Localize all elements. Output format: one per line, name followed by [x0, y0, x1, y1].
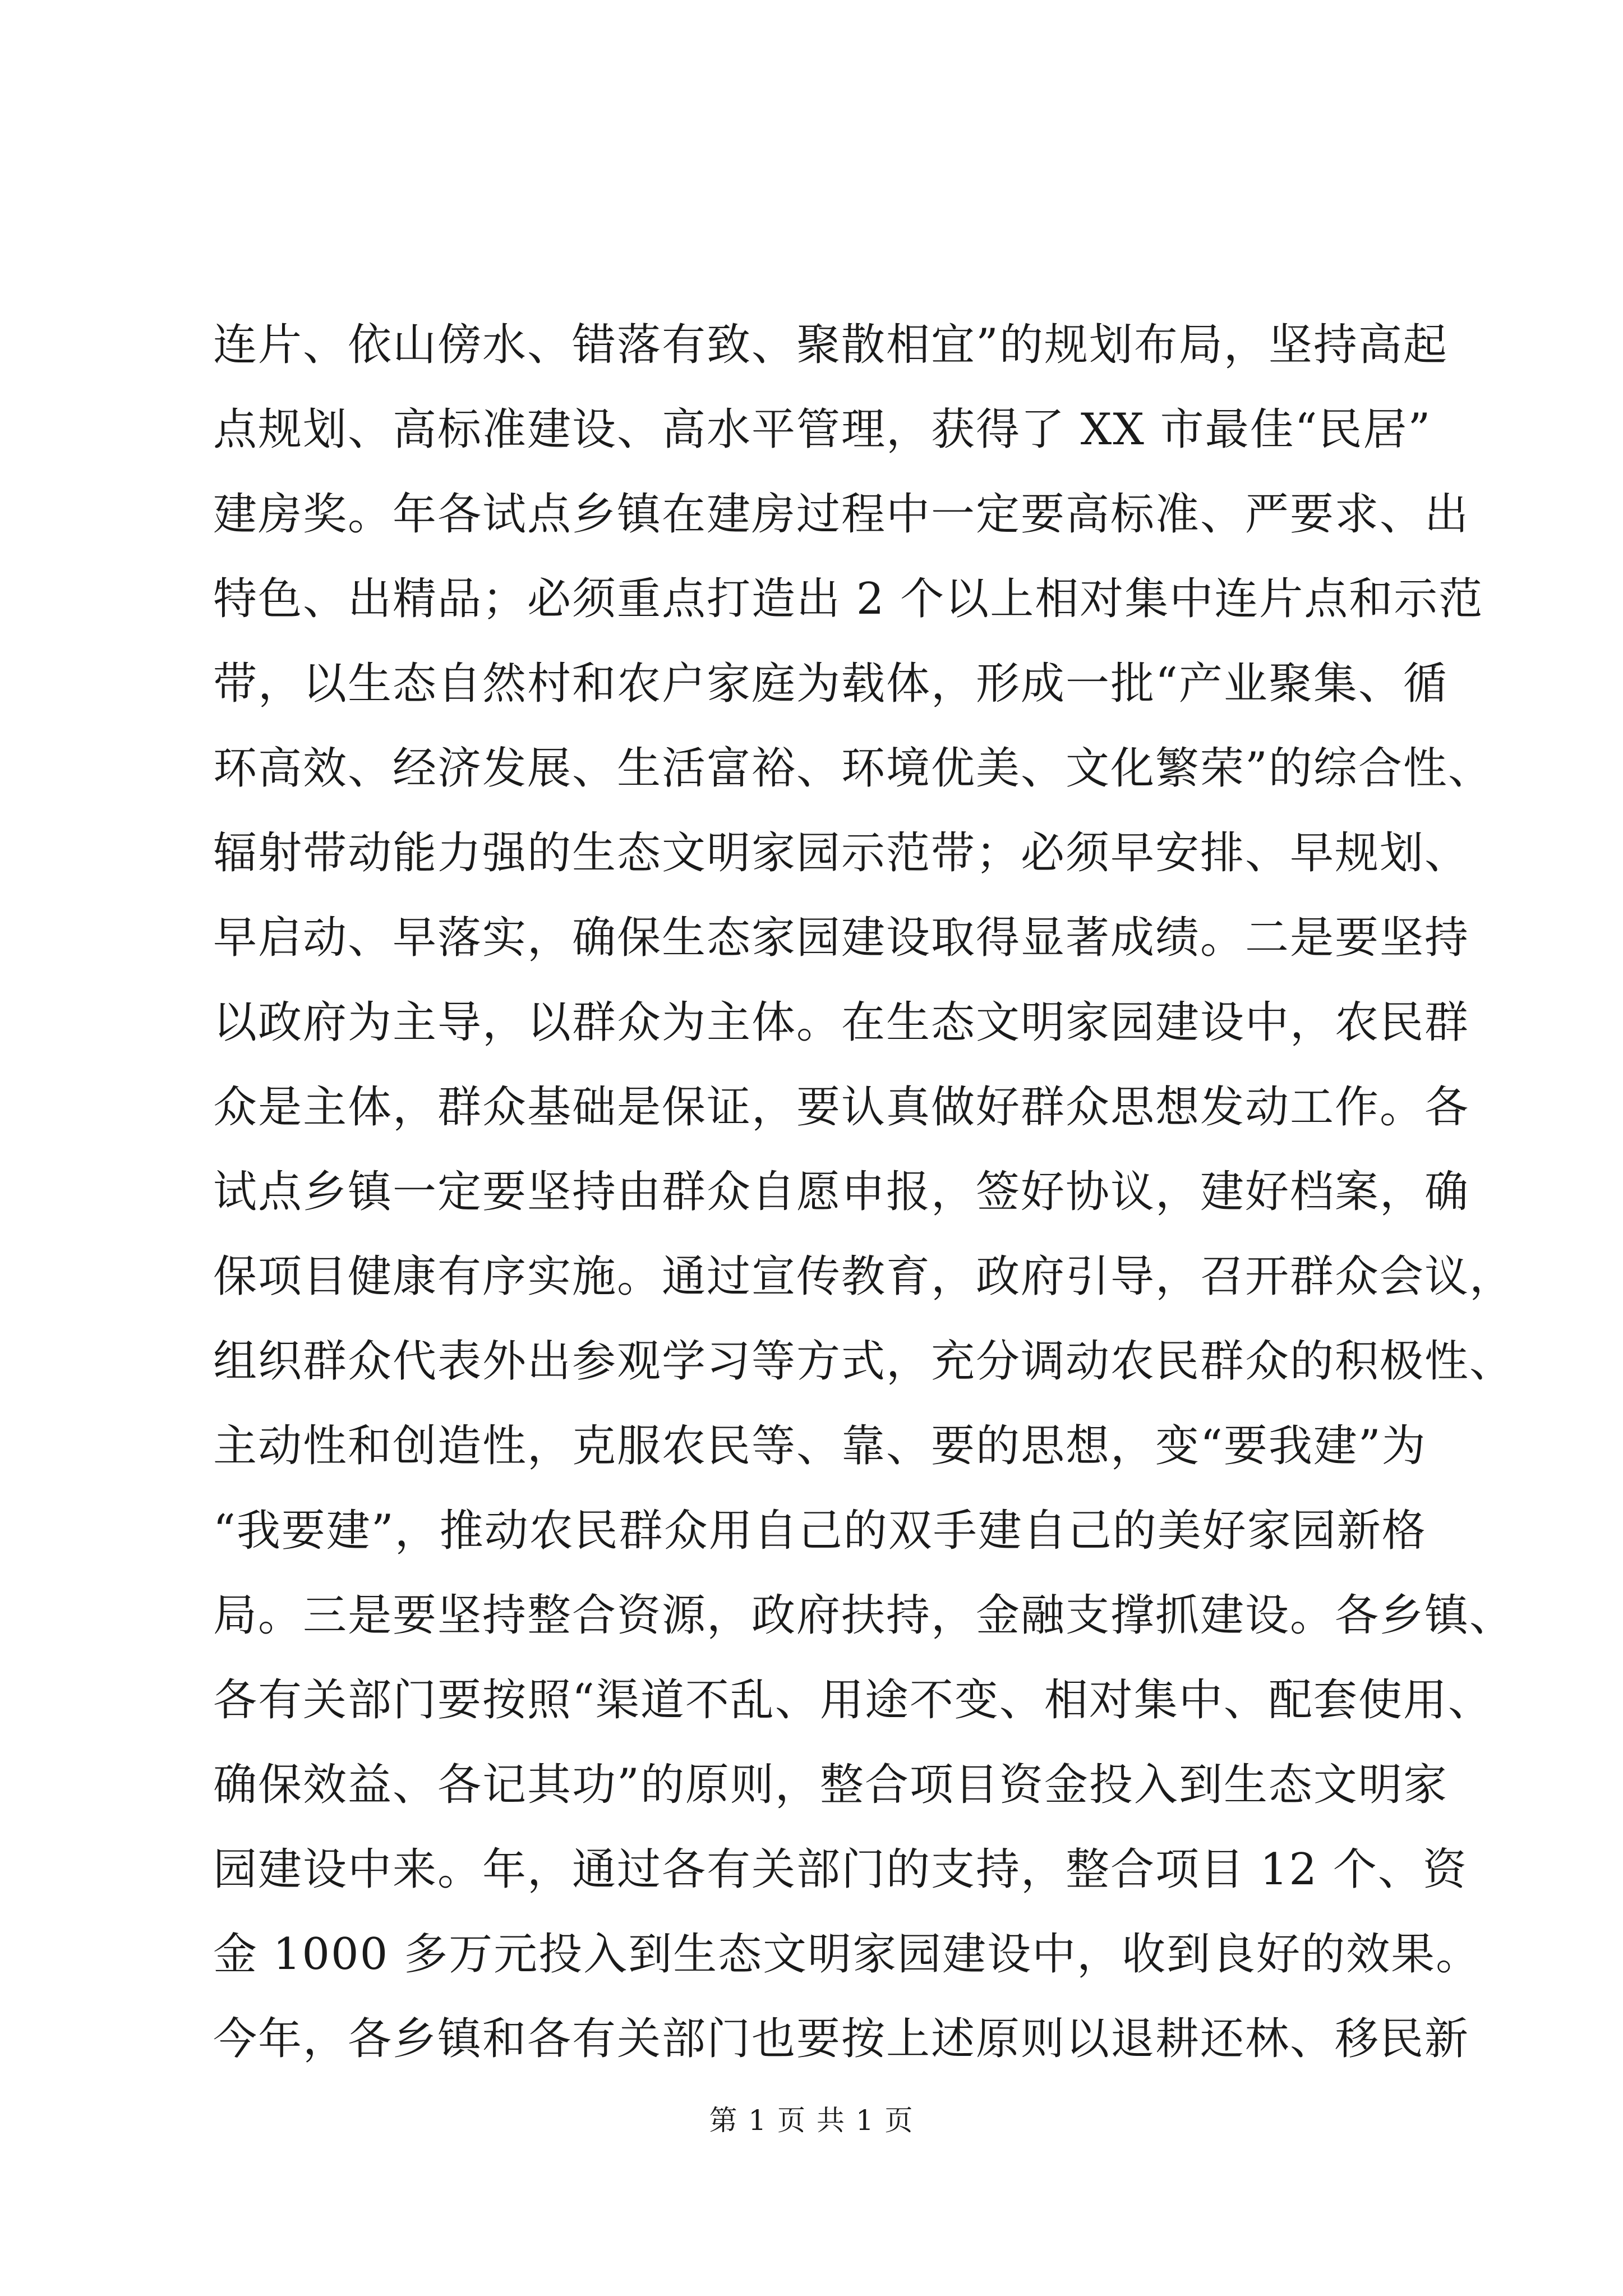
text-line: 各有关部门要按照“渠道不乱、用途不变、相对集中、配套使用、 [213, 1675, 1493, 1726]
body-text [213, 303, 1515, 2082]
text-line: 主动性和创造性，克服农民等、靠、要的思想，变“要我建”为 [213, 1421, 1427, 1471]
text-line: 带，以生态自然村和农户家庭为载体，形成一批“产业聚集、循 [213, 659, 1448, 709]
text-line: 点规划、高标准建设、高水平管理，获得了 XX 市最佳“民居” [213, 404, 1432, 455]
page-footer [0, 2098, 1623, 2143]
text-line: “我要建”，推动农民群众用自己的双手建自己的美好家园新格 [213, 1506, 1427, 1556]
text-line: 局。三是要坚持整合资源，政府扶持，金融支撑抓建设。各乡镇、 [213, 1590, 1515, 1641]
text-line: 确保效益、各记其功”的原则，整合项目资金投入到生态文明家 [213, 1760, 1448, 1810]
text-line: 众是主体，群众基础是保证，要认真做好群众思想发动工作。各 [213, 1082, 1470, 1133]
text-line: 辐射带动能力强的生态文明家园示范带；必须早安排、早规划、 [213, 828, 1470, 878]
page-number-label: 第 1 页 共 1 页 [709, 2104, 914, 2137]
text-line: 试点乡镇一定要坚持由群众自愿申报，签好协议，建好档案，确 [213, 1167, 1470, 1217]
text-line: 连片、依山傍水、错落有致、聚散相宜”的规划布局，坚持高起 [213, 320, 1448, 370]
text-line: 组织群众代表外出参观学习等方式，充分调动农民群众的积极性、 [213, 1336, 1515, 1387]
text-line: 建房奖。年各试点乡镇在建房过程中一定要高标准、严要求、出 [213, 489, 1470, 540]
text-line: 特色、出精品；必须重点打造出 2 个以上相对集中连片点和示范 [213, 574, 1484, 624]
text-line: 金 1000 多万元投入到生态文明家园建设中，收到良好的效果。 [213, 1929, 1481, 1980]
text-line: 保项目健康有序实施。通过宣传教育，政府引导，召开群众会议， [213, 1251, 1515, 1302]
text-line: 早启动、早落实，确保生态家园建设取得显著成绩。二是要坚持 [213, 913, 1470, 963]
text-line: 今年，各乡镇和各有关部门也要按上述原则以退耕还林、移民新 [213, 2014, 1470, 2064]
text-line: 园建设中来。年，通过各有关部门的支持，整合项目 12 个、资 [213, 1844, 1468, 1895]
text-line: 环高效、经济发展、生活富裕、环境优美、文化繁荣”的综合性、 [213, 743, 1493, 794]
text-line: 以政府为主导，以群众为主体。在生态文明家园建设中，农民群 [213, 997, 1470, 1048]
